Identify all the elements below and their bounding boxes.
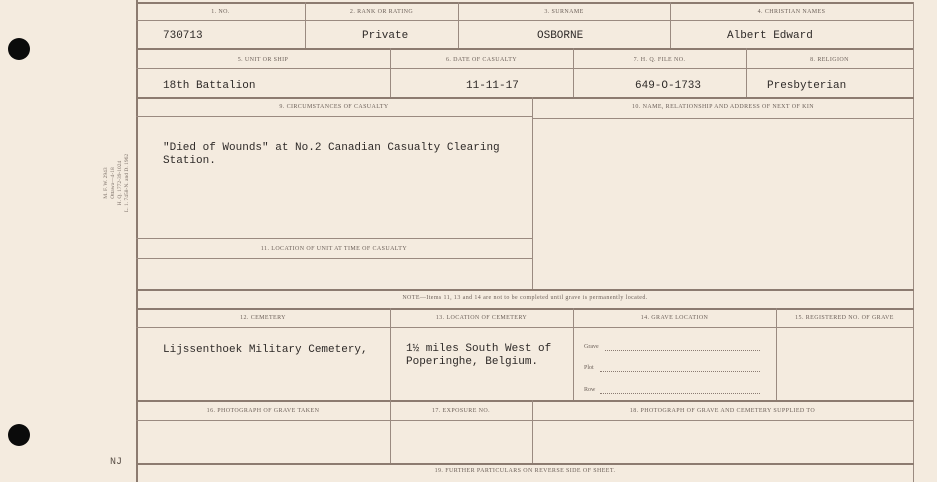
row-label: Row [584, 387, 596, 393]
value-religion: Presbyterian [767, 80, 847, 92]
punch-hole-bottom [8, 424, 30, 446]
punch-hole-top [8, 38, 30, 60]
plot-line [600, 371, 760, 372]
label-unit: 5. UNIT OR SHIP [237, 57, 289, 63]
initials: NJ [110, 457, 123, 468]
label-cemetery: 12. CEMETERY [240, 315, 286, 321]
label-surname: 3. SURNAME [544, 9, 584, 15]
value-no: 730713 [163, 30, 203, 42]
label-grave-location: 14. GRAVE LOCATION [640, 315, 709, 321]
value-location-cemetery: 1½ miles South West of Poperinghe, Belgium. [406, 343, 552, 368]
label-circumstances: 9. CIRCUMSTANCES OF CASUALTY [279, 104, 389, 110]
label-rank: 2. RANK OR RATING [349, 9, 414, 15]
value-unit: 18th Battalion [163, 80, 256, 92]
label-registered-no: 15. REGISTERED NO. OF GRAVE [795, 315, 894, 321]
note: NOTE—Items 11, 13 and 14 are not to be completed until grave is permanently located. [402, 295, 648, 301]
label-location-unit: 11. LOCATION OF UNIT AT TIME OF CASUALTY [260, 246, 408, 252]
label-religion: 8. RELIGION [810, 57, 849, 63]
value-rank: Private [362, 30, 409, 42]
label-next-of-kin: 10. NAME, RELATIONSHIP AND ADDRESS OF NEXT OF KIN [632, 104, 814, 110]
side-note: M. F. W. 2943 Ottawa—4-18 H. Q. 1772-39-1024 L. 1. 7458-N. and D. 1962 [103, 153, 130, 213]
label-exposure-no: 17. EXPOSURE NO. [431, 408, 491, 414]
plot-label: Plot [584, 365, 594, 371]
value-hq-file: 649-O-1733 [635, 80, 702, 92]
value-date-casualty: 11-11-17 [466, 80, 519, 92]
label-christian-names: 4. CHRISTIAN NAMES [757, 9, 826, 15]
row-line [600, 393, 760, 394]
value-surname: OSBORNE [537, 30, 584, 42]
value-cemetery: Lijssenthoek Military Cemetery, [163, 344, 368, 356]
label-date-casualty: 6. DATE OF CASUALTY [445, 57, 518, 63]
label-further-particulars: 19. FURTHER PARTICULARS ON REVERSE SIDE OF SHEET. [434, 468, 616, 474]
grave-label: Grave [584, 344, 599, 350]
value-christian-names: Albert Edward [727, 30, 813, 42]
label-hq-file: 7. H. Q. FILE NO. [633, 57, 686, 63]
grave-line [605, 350, 760, 351]
value-circumstances: "Died of Wounds" at No.2 Canadian Casualty Clearing Station. [163, 142, 500, 167]
label-photo-taken: 16. PHOTOGRAPH OF GRAVE TAKEN [206, 408, 320, 414]
label-photo-supplied: 18. PHOTOGRAPH OF GRAVE AND CEMETERY SUPPLIED TO [629, 408, 816, 414]
label-location-cemetery: 13. LOCATION OF CEMETERY [435, 315, 528, 321]
label-no: 1. NO. [211, 9, 230, 15]
